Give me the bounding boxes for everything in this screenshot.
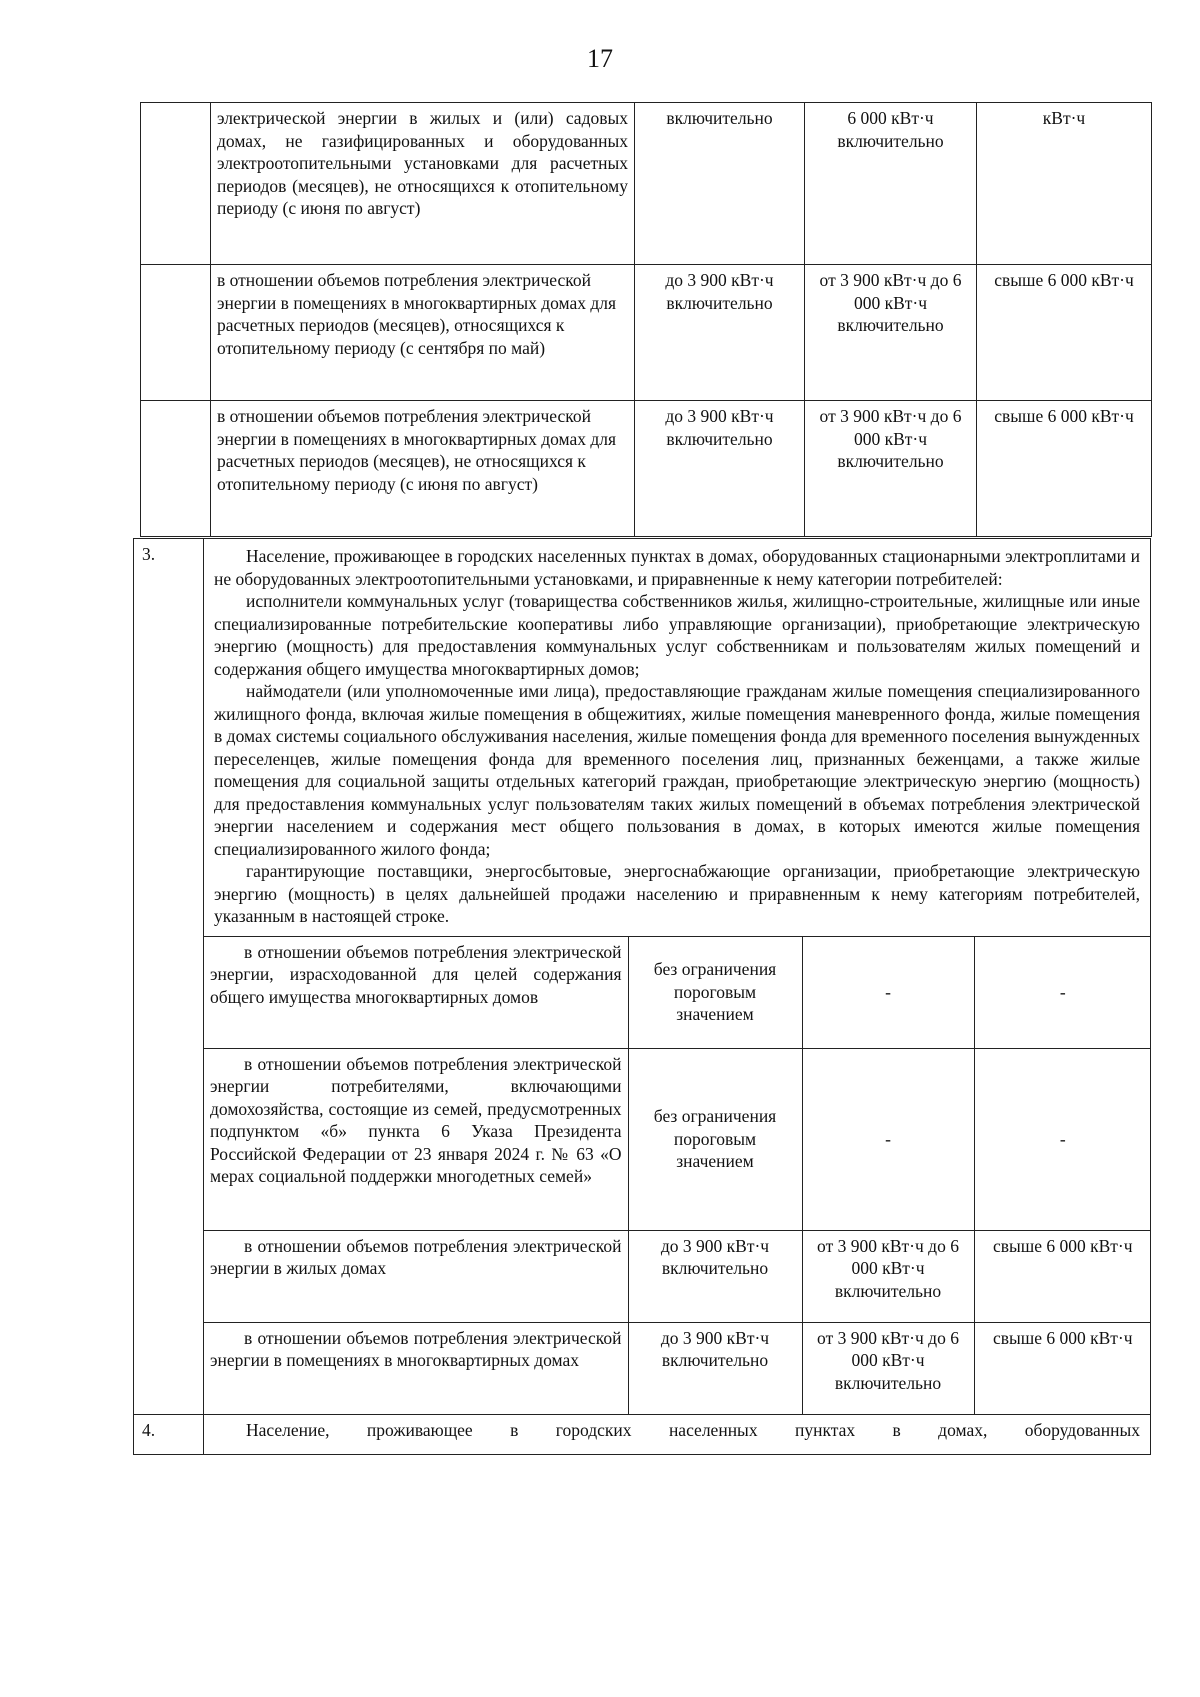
threshold-cell-2: 6 000 кВт·ч включительно <box>805 103 977 265</box>
threshold-cell-1: до 3 900 кВт·ч включительно <box>635 401 805 537</box>
section-number: 4. <box>134 1415 204 1455</box>
threshold-cell-2: от 3 900 кВт·ч до 6 000 кВт·ч включительно <box>802 1322 974 1414</box>
section-3-table <box>133 538 1151 1455</box>
top-table <box>140 102 1152 537</box>
paragraph: Население, проживающее в городских населенных пунктах в домах, оборудованных стационарными электроплитами и не оборудованных электроотопительными установками, и приравненные к нему категории потребителей: <box>214 546 1140 589</box>
number-cell <box>141 103 211 265</box>
section-4-text: Население, проживающее в городских населенных пунктах в домах, оборудованных <box>204 1415 1151 1455</box>
threshold-cell-2: - <box>802 936 974 1048</box>
threshold-cell-1: без ограничения пороговым значением <box>628 936 802 1048</box>
threshold-cell-3: свыше 6 000 кВт·ч <box>977 401 1152 537</box>
section-3-content <box>204 539 1151 1415</box>
description-cell: в отношении объемов потребления электрической энергии в помещениях в многоквартирных домах для расчетных периодов (месяцев), не относящихся к отопительному периоду (с июня по август) <box>211 401 635 537</box>
section-3-row <box>134 539 1151 1415</box>
table-row <box>141 103 1152 265</box>
threshold-cell-3: - <box>974 936 1151 1048</box>
threshold-cell-3: свыше 6 000 кВт·ч <box>974 1230 1151 1322</box>
threshold-cell-2: от 3 900 кВт·ч до 6 000 кВт·ч включительно <box>802 1230 974 1322</box>
table-row <box>141 265 1152 401</box>
table-row <box>141 401 1152 537</box>
threshold-cell-3: - <box>974 1048 1151 1230</box>
threshold-cell-1: до 3 900 кВт·ч включительно <box>628 1230 802 1322</box>
description-cell: в отношении объемов потребления электрической энергии в помещениях в многоквартирных домах для расчетных периодов (месяцев), относящихся к отопительному периоду (с сентября по май) <box>211 265 635 401</box>
threshold-cell-1: до 3 900 кВт·ч включительно <box>635 265 805 401</box>
table-row <box>204 936 1151 1048</box>
table-row <box>204 1048 1151 1230</box>
section-3-text <box>204 539 1150 936</box>
threshold-cell-2: от 3 900 кВт·ч до 6 000 кВт·ч включительно <box>805 401 977 537</box>
paragraph: исполнители коммунальных услуг (товарищества собственников жилья, жилищно-строительные, жилищные или иные специализированные потребительские кооперативы либо управляющие организации), приобретающие электрическую энергию (мощность) для предоставления коммунальных услуг собственникам и пользователям жилых помещений и содержания общего имущества многоквартирных домов; <box>214 591 1140 679</box>
threshold-cell-3: кВт·ч <box>977 103 1152 265</box>
threshold-cell-1: до 3 900 кВт·ч включительно <box>628 1322 802 1414</box>
threshold-cell-3: свыше 6 000 кВт·ч <box>974 1322 1151 1414</box>
page-number: 17 <box>587 44 613 73</box>
section-number: 3. <box>134 539 204 1415</box>
paragraph: наймодатели (или уполномоченные ими лица), предоставляющие гражданам жилые помещения специализированного жилищного фонда, включая жилые помещения в общежитиях, жилые помещения маневренного фонда, жилые помещения в домах системы социального обслуживания населения, жилые помещения фонда для временного поселения вынужденных переселенцев, жилые помещения фонда для временного поселения лиц, признанных беженцами, а также жилые помещения для социальной защиты отдельных категорий граждан, приобретающие электрическую энергию (мощность) для предоставления коммунальных услуг пользователям таких жилых помещений в объемах потребления электрической энергии населением и содержания мест общего пользования в домах, в которых имеются жилые помещения специализированного жилого фонда; <box>214 681 1140 859</box>
paragraph: гарантирующие поставщики, энергосбытовые, энергоснабжающие организации, приобретающие электрическую энергию (мощность) в целях дальнейшей продажи населению и приравненным к нему категориям потребителей, указанным в настоящей строке. <box>214 861 1140 926</box>
table-row <box>204 1230 1151 1322</box>
threshold-cell-3: свыше 6 000 кВт·ч <box>977 265 1152 401</box>
threshold-cell-1: без ограничения пороговым значением <box>628 1048 802 1230</box>
description-cell: в отношении объемов потребления электрической энергии потребителями, включающими домохозяйства, состоящие из семей, предусмотренных подпунктом «б» пункта 6 Указа Президента Российской Федерации от 23 января 2024 г. № 63 «О мерах социальной поддержки многодетных семей» <box>204 1048 628 1230</box>
number-cell <box>141 265 211 401</box>
description-cell: в отношении объемов потребления электрической энергии, израсходованной для целей содержания общего имущества многоквартирных домов <box>204 936 628 1048</box>
threshold-cell-2: - <box>802 1048 974 1230</box>
threshold-cell-1: включительно <box>635 103 805 265</box>
table-row <box>204 1322 1151 1414</box>
threshold-cell-2: от 3 900 кВт·ч до 6 000 кВт·ч включительно <box>805 265 977 401</box>
description-cell: электрической энергии в жилых и (или) садовых домах, не газифицированных и оборудованных электроотопительными установками для расчетных периодов (месяцев), не относящихся к отопительному периоду (с июня по август) <box>211 103 635 265</box>
section-4-row <box>134 1415 1151 1455</box>
description-cell: в отношении объемов потребления электрической энергии в помещениях в многоквартирных домах <box>204 1322 628 1414</box>
number-cell <box>141 401 211 537</box>
description-cell: в отношении объемов потребления электрической энергии в жилых домах <box>204 1230 628 1322</box>
section-3-subtable <box>204 936 1151 1415</box>
